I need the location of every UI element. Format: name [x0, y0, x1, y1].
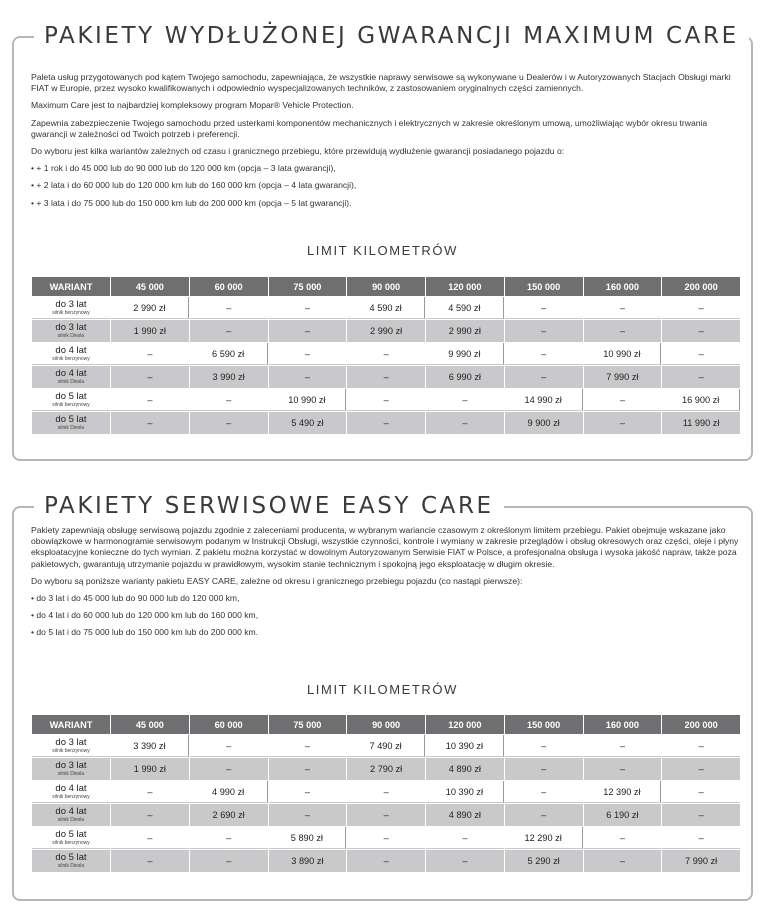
variant-cell [32, 389, 110, 411]
price-cell: – [505, 735, 583, 757]
header-km: 150 000 [505, 715, 583, 734]
variant-cell [32, 827, 110, 849]
price-cell: – [111, 827, 189, 849]
table-row [32, 804, 740, 826]
price-cell: 6 990 zł [426, 366, 504, 388]
price-cell: – [662, 343, 740, 365]
easy-care-description [31, 525, 745, 645]
price-cell: – [505, 320, 583, 342]
price-cell: – [190, 389, 268, 411]
table-row [32, 320, 740, 342]
price-cell: – [662, 366, 740, 388]
price-cell: – [347, 804, 425, 826]
price-cell: – [505, 758, 583, 780]
mc-table-body [32, 297, 740, 434]
mc-paragraph: Do wyboru jest kilka wariantów zależnych od czasu i granicznego przebiegu, które przewidują wydłużenie gwarancji posiadanego pojazdu o: [31, 146, 565, 157]
price-cell: 10 990 zł [269, 389, 347, 411]
price-cell: – [111, 850, 189, 872]
price-cell: – [190, 320, 268, 342]
maximum-care-description [31, 72, 745, 215]
engine-type-label: silnik benzynowy [52, 355, 90, 362]
table-row [32, 343, 740, 365]
price-cell: – [505, 804, 583, 826]
price-cell: – [505, 343, 583, 365]
price-cell: – [426, 412, 504, 434]
header-km: 45 000 [111, 277, 189, 296]
price-cell: – [347, 412, 425, 434]
variant-cell [32, 758, 110, 780]
price-cell: 4 590 zł [347, 297, 425, 319]
price-cell: – [111, 804, 189, 826]
mc-paragraph: Maximum Care jest to najbardziej kompleksowy program Mopar® Vehicle Protection. [31, 100, 354, 111]
header-km: 60 000 [190, 277, 268, 296]
price-cell: 4 890 zł [426, 758, 504, 780]
table-row [32, 735, 740, 757]
price-cell: – [190, 758, 268, 780]
header-km: 120 000 [426, 715, 504, 734]
table-header-row [32, 715, 740, 734]
mc-bullet-list [31, 163, 745, 209]
mc-paragraph: Paleta usług przygotowanych pod kątem Twojego samochodu, zapewniająca, że wszystkie naprawy serwisowe są wykonywane u Dealerów i w Autoryzowanych Stacjach Obsługi marki FIAT w Europie, przez wysoko kwalifikowanych i odpowiednio wyspecjalizowanych techników, z zastosowaniem oryginalnych części zamiennych. [31, 72, 731, 94]
price-cell: – [269, 758, 347, 780]
table-row [32, 758, 740, 780]
mc-bullet: • + 2 lata i do 60 000 lub do 120 000 km lub do 160 000 km (opcja – 4 lata gwarancji), [31, 180, 745, 191]
price-cell: – [584, 850, 662, 872]
price-cell: – [584, 412, 662, 434]
maximum-care-section [12, 23, 753, 461]
variant-label: do 5 lat [55, 390, 87, 402]
variant-label: do 4 lat [55, 805, 87, 817]
table-row [32, 850, 740, 872]
engine-type-label: silnik benzynowy [52, 839, 90, 846]
price-cell: 12 390 zł [584, 781, 662, 803]
price-cell: – [584, 758, 662, 780]
price-cell: 7 990 zł [584, 366, 662, 388]
ec-paragraph: Do wyboru są poniższe warianty pakietu EASY CARE, zależne od okresu i granicznego przebiegu pojazdu (co nastąpi pierwsze): [31, 575, 523, 586]
header-km: 120 000 [426, 277, 504, 296]
engine-type-label: silnik benzynowy [52, 401, 90, 408]
price-cell: 12 290 zł [505, 827, 583, 849]
header-km: 45 000 [111, 715, 189, 734]
price-cell: 3 390 zł [111, 735, 189, 757]
header-km: 200 000 [662, 277, 740, 296]
variant-label: do 3 lat [55, 321, 87, 333]
header-km: 150 000 [505, 277, 583, 296]
header-km: 160 000 [584, 277, 662, 296]
price-cell: – [584, 297, 662, 319]
price-cell: – [111, 412, 189, 434]
price-cell: 4 590 zł [426, 297, 504, 319]
ec-bullet: • do 4 lat i do 60 000 lub do 120 000 km lub do 160 000 km, [31, 610, 745, 621]
price-cell: – [347, 781, 425, 803]
engine-type-label: silnik Diesla [57, 862, 85, 869]
price-cell: – [505, 297, 583, 319]
mc-paragraph: Zapewnia zabezpieczenie Twojego samochodu przed usterkami komponentów mechanicznych i elektrycznych w zakresie określonym umową, umożliwiając wybór okresu trwania gwarancji w zależności od Twoich potrzeb i preferencji. [31, 117, 708, 139]
header-km: 90 000 [347, 277, 425, 296]
variant-label: do 4 lat [55, 344, 87, 356]
price-cell: 1 990 zł [111, 320, 189, 342]
mc-bullet: • + 1 rok i do 45 000 lub do 90 000 lub do 120 000 km (opcja – 3 lata gwarancji), [31, 163, 745, 174]
price-cell: – [269, 735, 347, 757]
price-cell: – [190, 412, 268, 434]
price-cell: – [662, 827, 740, 849]
price-cell: 10 990 zł [584, 343, 662, 365]
ec-paragraph: Pakiety zapewniają obsługę serwisową pojazdu zgodnie z zaleceniami producenta, w wybranym wariancie czasowym z określonym limitem przebiegu. Pakiet obejmuje wskazane jako obowiązkowe w harmonogramie serwisowym podanym w Instrukcji Obsługi, wszystkie czynności, kontrole i wymiany w zakresie przeglądów i obsług okresowych oraz części, oleje i płyny eksploatacyjne konieczne do tych wymian. Z pakietu można korzystać w dowolnym Autoryzowanym Serwisie FIAT w Polsce, a profesjonalna obsługa i wysoka jakość napraw, także poza pakietowych, gwarantują utrzymanie pojazdu w prawidłowym, wysokim stanie technicznym i spokojną jego eksploatację w długim okresie. [31, 525, 739, 569]
easy-care-title: PAKIETY SERWISOWE EASY CARE [34, 491, 504, 521]
price-cell: – [190, 827, 268, 849]
header-km: 75 000 [269, 277, 347, 296]
variant-label: do 3 lat [55, 759, 87, 771]
price-cell: – [269, 804, 347, 826]
price-cell: 6 590 zł [190, 343, 268, 365]
price-cell: – [269, 781, 347, 803]
ec-table-body [32, 735, 740, 872]
variant-label: do 5 lat [55, 851, 87, 863]
price-cell: 9 900 zł [505, 412, 583, 434]
header-km: 60 000 [190, 715, 268, 734]
price-cell: 10 390 zł [426, 735, 504, 757]
price-cell: – [190, 297, 268, 319]
price-cell: – [111, 366, 189, 388]
variant-cell [32, 366, 110, 388]
price-cell: – [269, 297, 347, 319]
maximum-care-title: PAKIETY WYDŁUŻONEJ GWARANCJI MAXIMUM CARE [34, 21, 749, 51]
price-cell: – [662, 297, 740, 319]
table-header-row [32, 277, 740, 296]
price-cell: – [426, 827, 504, 849]
price-cell: 6 190 zł [584, 804, 662, 826]
price-cell: – [269, 343, 347, 365]
mc-bullet: • + 3 lata i do 75 000 lub do 150 000 km lub do 200 000 km (opcja – 5 lat gwarancji). [31, 198, 745, 209]
mc-limit-title: LIMIT KILOMETRÓW [306, 243, 459, 258]
price-cell: – [347, 389, 425, 411]
price-cell: – [347, 366, 425, 388]
ec-limit-title: LIMIT KILOMETRÓW [306, 682, 459, 697]
table-row [32, 297, 740, 319]
price-cell: – [505, 781, 583, 803]
price-cell: – [505, 366, 583, 388]
variant-cell [32, 320, 110, 342]
price-cell: 2 990 zł [347, 320, 425, 342]
price-cell: 4 890 zł [426, 804, 504, 826]
price-cell: – [662, 781, 740, 803]
easy-care-price-table [31, 714, 741, 873]
price-cell: 5 290 zł [505, 850, 583, 872]
price-cell: 5 890 zł [269, 827, 347, 849]
engine-type-label: silnik benzynowy [52, 309, 90, 316]
engine-type-label: silnik Diesla [57, 332, 85, 339]
price-cell: – [269, 366, 347, 388]
price-cell: – [269, 320, 347, 342]
variant-label: do 4 lat [55, 782, 87, 794]
easy-care-section [12, 493, 753, 901]
price-cell: – [662, 758, 740, 780]
price-cell: 2 690 zł [190, 804, 268, 826]
engine-type-label: silnik benzynowy [52, 747, 90, 754]
ec-bullet-list [31, 593, 745, 639]
header-variant: WARIANT [32, 715, 110, 734]
header-km: 200 000 [662, 715, 740, 734]
ec-bullet: • do 3 lat i do 45 000 lub do 90 000 lub do 120 000 km, [31, 593, 745, 604]
price-cell: – [111, 781, 189, 803]
price-cell: – [426, 850, 504, 872]
variant-cell [32, 850, 110, 872]
price-cell: 9 990 zł [426, 343, 504, 365]
price-cell: 7 490 zł [347, 735, 425, 757]
header-km: 75 000 [269, 715, 347, 734]
maximum-care-price-table [31, 276, 741, 435]
price-cell: – [584, 827, 662, 849]
price-cell: 2 790 zł [347, 758, 425, 780]
variant-cell [32, 735, 110, 757]
price-cell: 1 990 zł [111, 758, 189, 780]
variant-cell [32, 343, 110, 365]
header-variant: WARIANT [32, 277, 110, 296]
price-cell: – [347, 343, 425, 365]
price-cell: 2 990 zł [426, 320, 504, 342]
engine-type-label: silnik Diesla [57, 770, 85, 777]
price-cell: – [190, 850, 268, 872]
price-cell: 10 390 zł [426, 781, 504, 803]
price-cell: – [584, 735, 662, 757]
price-cell: 16 900 zł [662, 389, 740, 411]
price-cell: – [426, 389, 504, 411]
variant-cell [32, 781, 110, 803]
price-cell: – [347, 827, 425, 849]
price-cell: 5 490 zł [269, 412, 347, 434]
price-cell: – [662, 804, 740, 826]
price-cell: – [662, 735, 740, 757]
price-cell: – [111, 343, 189, 365]
price-cell: 11 990 zł [662, 412, 740, 434]
engine-type-label: silnik Diesla [57, 816, 85, 823]
price-cell: 2 990 zł [111, 297, 189, 319]
header-km: 160 000 [584, 715, 662, 734]
price-cell: – [584, 320, 662, 342]
variant-cell [32, 804, 110, 826]
table-row [32, 389, 740, 411]
price-cell: 14 990 zł [505, 389, 583, 411]
variant-label: do 5 lat [55, 828, 87, 840]
variant-label: do 5 lat [55, 413, 87, 425]
engine-type-label: silnik benzynowy [52, 793, 90, 800]
price-cell: 4 990 zł [190, 781, 268, 803]
price-cell: – [190, 735, 268, 757]
table-row [32, 781, 740, 803]
table-row [32, 366, 740, 388]
ec-bullet: • do 5 lat i do 75 000 lub do 150 000 km lub do 200 000 km. [31, 627, 745, 638]
variant-label: do 3 lat [55, 298, 87, 310]
price-cell: 7 990 zł [662, 850, 740, 872]
price-cell: – [662, 320, 740, 342]
table-row [32, 412, 740, 434]
variant-label: do 4 lat [55, 367, 87, 379]
price-cell: 3 890 zł [269, 850, 347, 872]
engine-type-label: silnik Diesla [57, 378, 85, 385]
table-row [32, 827, 740, 849]
price-cell: 3 990 zł [190, 366, 268, 388]
engine-type-label: silnik Diesla [57, 424, 85, 431]
variant-cell [32, 297, 110, 319]
price-cell: – [584, 389, 662, 411]
price-cell: – [347, 850, 425, 872]
variant-label: do 3 lat [55, 736, 87, 748]
price-cell: – [111, 389, 189, 411]
variant-cell [32, 412, 110, 434]
header-km: 90 000 [347, 715, 425, 734]
